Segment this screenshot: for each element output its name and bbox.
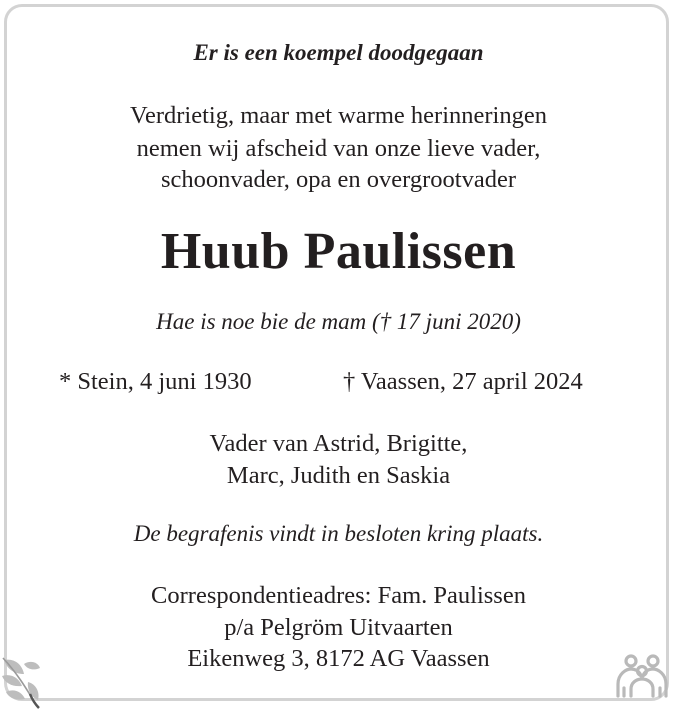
- leaf-icon: [0, 652, 46, 709]
- people-group-icon: [614, 652, 670, 698]
- children-line-1: Vader van Astrid, Brigitte,: [209, 430, 468, 457]
- notice-intro: Er is een koempel doodgegaan: [193, 40, 484, 65]
- deceased-name: Huub Paulissen: [160, 223, 517, 280]
- birth-date: * Stein, 4 juni 1930: [59, 368, 252, 395]
- funeral-note: De begrafenis vindt in besloten kring plaats.: [133, 521, 544, 546]
- death-date: † Vaassen, 27 april 2024: [343, 368, 583, 395]
- correspondence-line-2: p/a Pelgröm Uitvaarten: [224, 614, 453, 641]
- message-line-3: schoonvader, opa en overgrootvader: [160, 166, 517, 193]
- message-line-2: nemen wij afscheid van onze lieve vader,: [136, 135, 541, 162]
- memorial-quote: Hae is noe bie de mam († 17 juni 2020): [156, 309, 521, 334]
- message-line-1: Verdrietig, maar met warme herinneringen: [129, 102, 547, 129]
- correspondence-line-1: Correspondentieadres: Fam. Paulissen: [151, 582, 526, 609]
- children-line-2: Marc, Judith en Saskia: [226, 462, 451, 489]
- correspondence-line-3: Eikenweg 3, 8172 AG Vaassen: [187, 645, 490, 672]
